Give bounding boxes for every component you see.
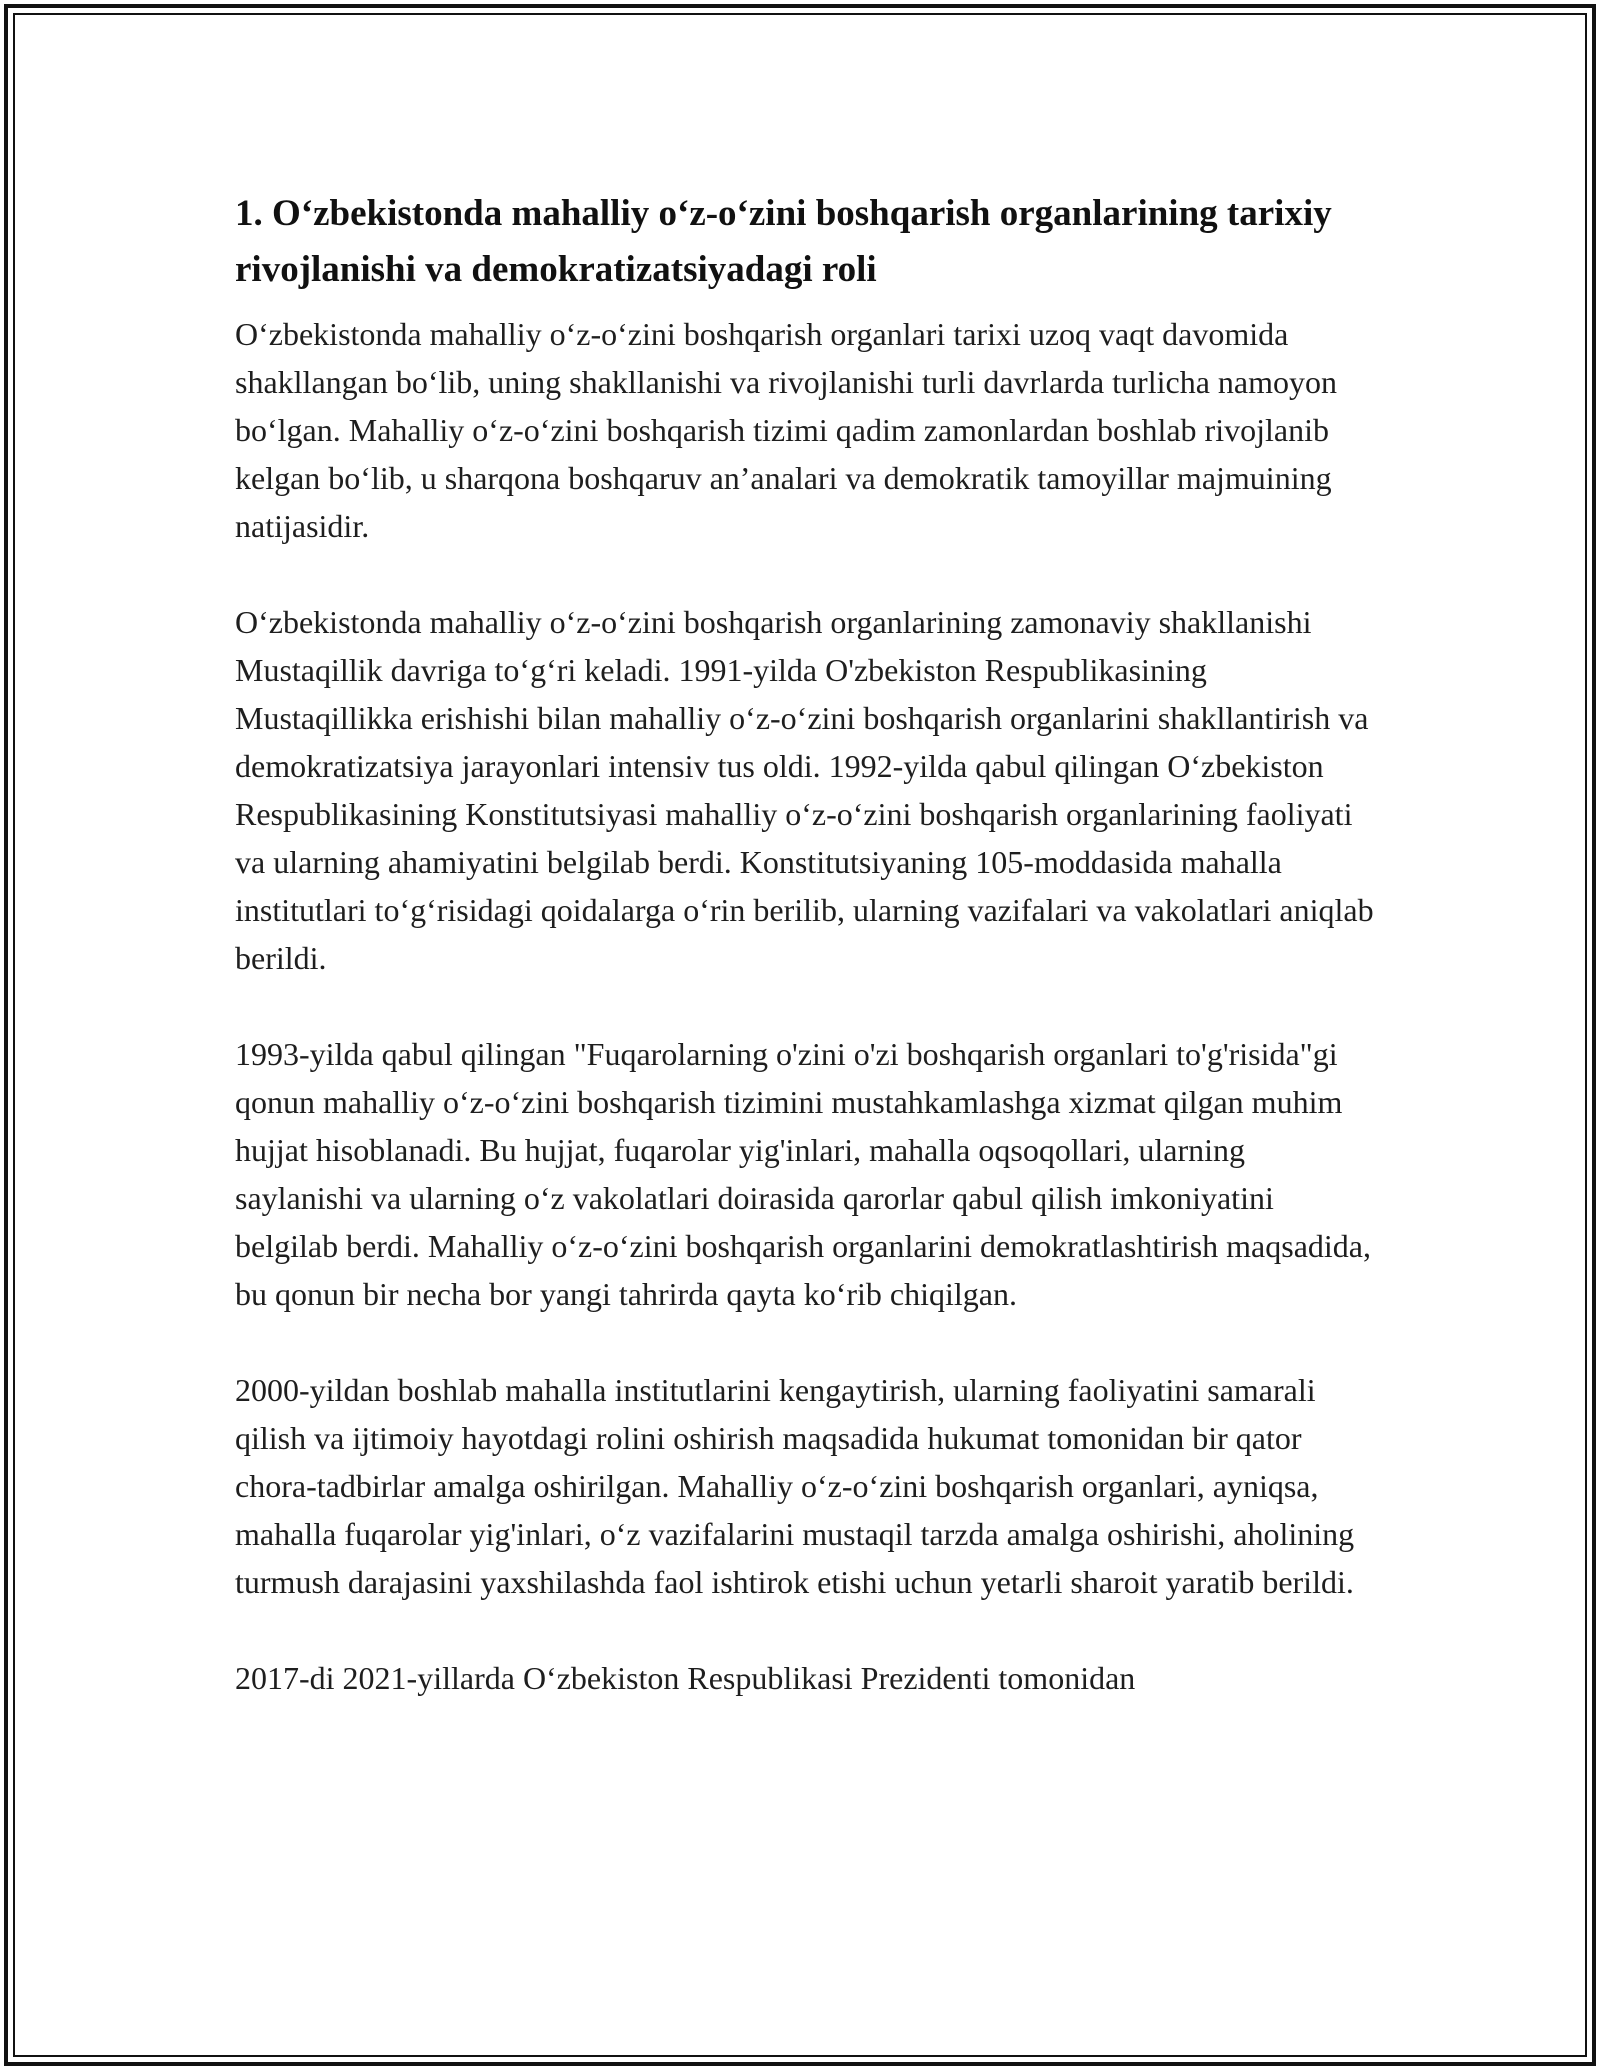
- paragraph-3: 1993-yilda qabul qilingan "Fuqarolarning o'zini o'zi boshqarish organlari to'g'risida"gi qonun mahalliy o‘z-o‘zini boshqarish tizimini mustahkamlashga xizmat qilgan muhim hujjat hisoblanadi. Bu hujjat, fuqarolar yig'inlari, mahalla oqsoqollari, ularning saylanishi va ularning o‘z vakolatlari doirasida qarorlar qabul qilish imkoniyatini belgilab berdi. Mahalliy o‘z-o‘zini boshqarish organlarini demokratlashtirish maqsadida, bu qonun bir necha bor yangi tahrirda qayta ko‘rib chiqilgan.: [235, 1036, 1371, 1312]
- document-title: 1. O‘zbekistonda mahalliy o‘z-o‘zini boshqarish organlarining tarixiy rivojlanishi va demokratizatsiyadagi roli: [235, 193, 1332, 290]
- paragraph-2: O‘zbekistonda mahalliy o‘z-o‘zini boshqarish organlarining zamonaviy shakllanishi Mustaqillik davriga to‘g‘ri keladi. 1991-yilda O'zbekiston Respublikasining Mustaqillikka erishishi bilan mahalliy o‘z-o‘zini boshqarish organlarini shakllantirish va demokratizatsiya jarayonlari intensiv tus oldi. 1992-yilda qabul qilingan O‘zbekiston Respublikasining Konstitutsiyasi mahalliy o‘z-o‘zini boshqarish organlarining faoliyati va ularning ahamiyatini belgilab berdi. Konstitutsiyaning 105-moddasida mahalla institutlari to‘g‘risidagi qoidalarga o‘rin berilib, ularning vazifalari va vakolatlari aniqlab berildi.: [235, 604, 1374, 976]
- paragraph-5: 2017-di 2021-yillarda O‘zbekiston Respublikasi Prezidenti tomonidan: [235, 1660, 1136, 1696]
- document-body: [235, 186, 1375, 1702]
- paragraph-4: 2000-yildan boshlab mahalla institutlarini kengaytirish, ularning faoliyatini samarali qilish va ijtimoiy hayotdagi rolini oshirish maqsadida hukumat tomonidan bir qator chora-tadbirlar amalga oshirilgan. Mahalliy o‘z-o‘zini boshqarish organlari, ayniqsa, mahalla fuqarolar yig'inlari, o‘z vazifalarini mustaqil tarzda amalga oshirishi, aholining turmush darajasini yaxshilashda faol ishtirok etishi uchun yetarli sharoit yaratib berildi.: [235, 1372, 1355, 1600]
- paragraph-1: O‘zbekistonda mahalliy o‘z-o‘zini boshqarish organlari tarixi uzoq vaqt davomida shakllangan bo‘lib, uning shakllanishi va rivojlanishi turli davrlarda turlicha namoyon bo‘lgan. Mahalliy o‘z-o‘zini boshqarish tizimi qadim zamonlardan boshlab rivojlanib kelgan bo‘lib, u sharqona boshqaruv an’analari va demokratik tamoyillar majmuining natijasidir.: [235, 316, 1337, 544]
